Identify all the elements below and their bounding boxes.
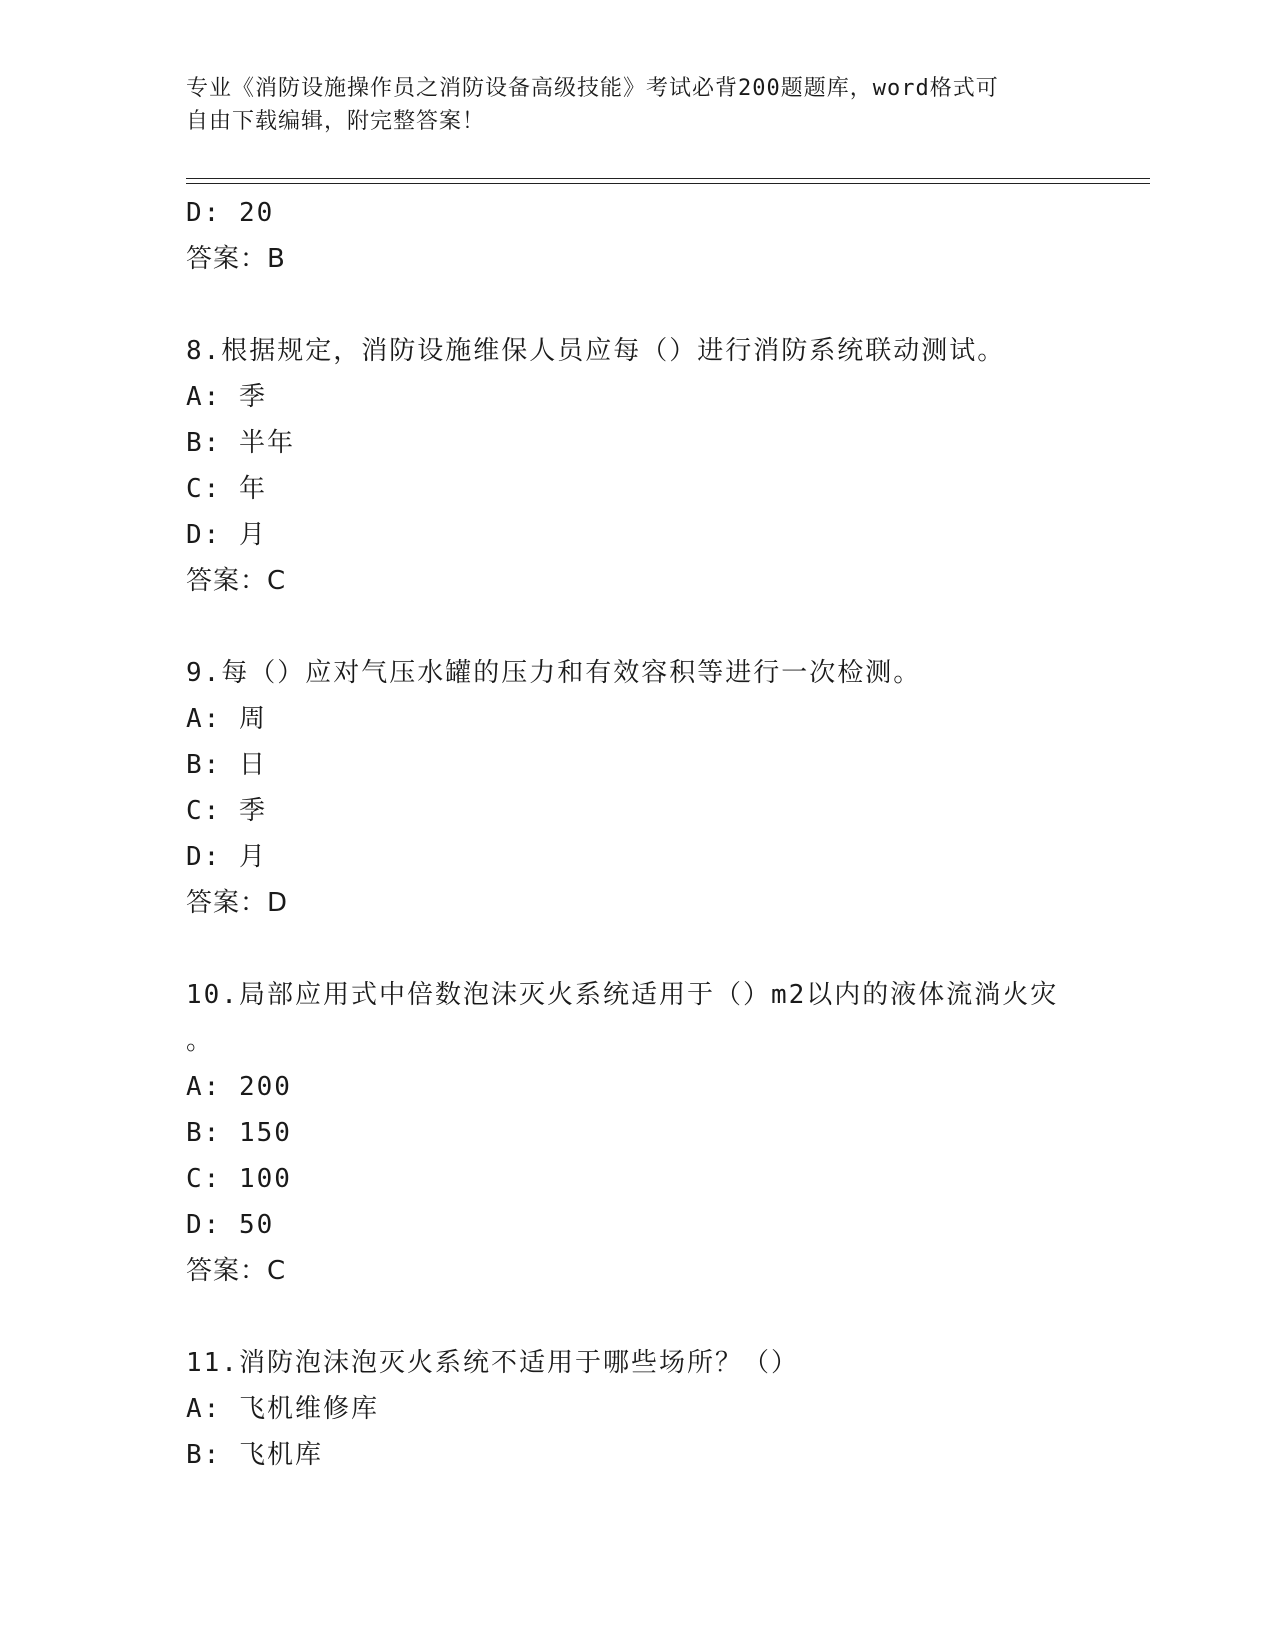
document-header xyxy=(186,72,1066,138)
header-line-2: 自由下载编辑，附完整答案！ xyxy=(186,109,486,134)
question-stem: 8.根据规定，消防设施维保人员应每（）进行消防系统联动测试。 xyxy=(186,336,1006,366)
answer-line: 答案：B xyxy=(186,244,286,274)
answer-line: 答案：D xyxy=(186,888,289,918)
option-c: C: 季 xyxy=(186,796,267,826)
question-stem-continuation: 。 xyxy=(186,1026,215,1056)
question-8 xyxy=(186,328,1086,604)
header-divider-bottom xyxy=(186,183,1150,184)
option-c: C: 年 xyxy=(186,474,267,504)
question-stem: 9.每（）应对气压水罐的压力和有效容积等进行一次检测。 xyxy=(186,658,922,688)
option-b: B: 半年 xyxy=(186,428,295,458)
option-a: A: 飞机维修库 xyxy=(186,1394,379,1424)
option-d: D: 50 xyxy=(186,1210,275,1240)
option-d: D: 月 xyxy=(186,520,267,550)
option-a: A: 200 xyxy=(186,1072,292,1102)
option-a: A: 季 xyxy=(186,382,267,412)
question-stem: 11.消防泡沫泡灭火系统不适用于哪些场所？（） xyxy=(186,1348,799,1378)
option-d: D: 20 xyxy=(186,198,275,228)
question-list xyxy=(186,190,1086,1478)
option-d: D: 月 xyxy=(186,842,267,872)
answer-line: 答案：C xyxy=(186,566,287,596)
answer-line: 答案：C xyxy=(186,1256,287,1286)
question-stem: 10.局部应用式中倍数泡沫灭火系统适用于（）m2以内的液体流淌火灾 xyxy=(186,980,1059,1010)
option-b: B: 飞机库 xyxy=(186,1440,323,1470)
option-b: B: 日 xyxy=(186,750,267,780)
header-line-1: 专业《消防设施操作员之消防设备高级技能》考试必背200题题库，word格式可 xyxy=(186,76,999,101)
question-11 xyxy=(186,1340,1086,1478)
option-a: A: 周 xyxy=(186,704,267,734)
question-10 xyxy=(186,972,1086,1294)
question-9 xyxy=(186,650,1086,926)
option-b: B: 150 xyxy=(186,1118,292,1148)
option-c: C: 100 xyxy=(186,1164,292,1194)
header-divider-top xyxy=(186,178,1150,179)
